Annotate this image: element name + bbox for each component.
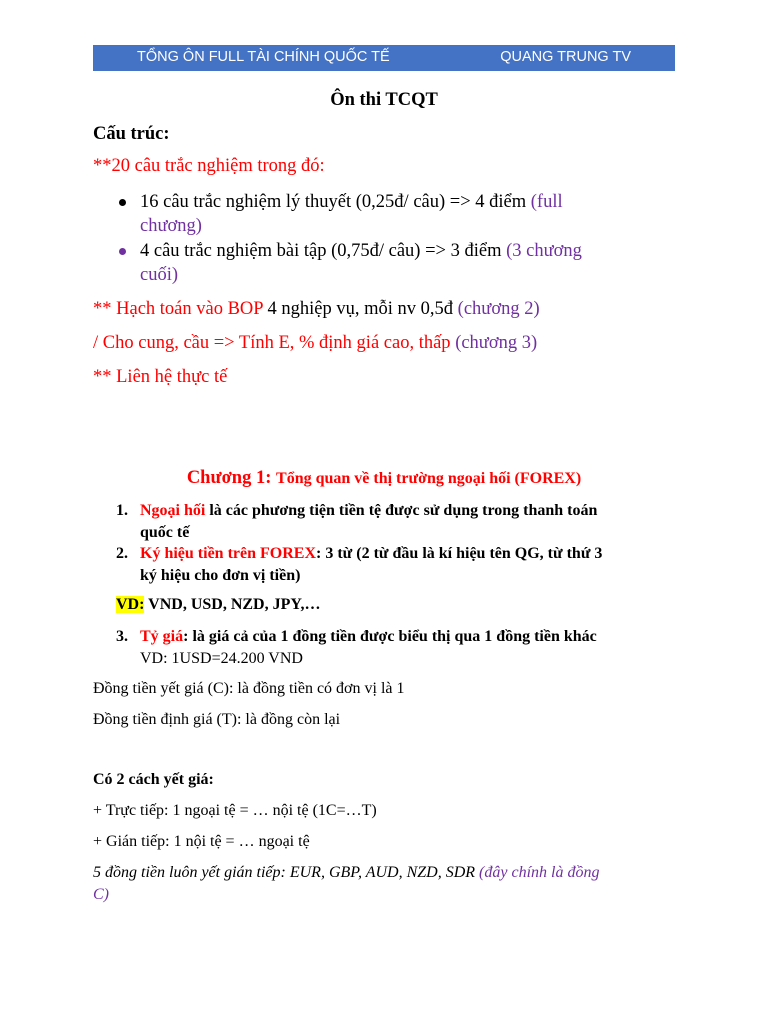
bullet-2-text: 4 câu trắc nghiệm bài tập (0,75đ/ câu) => 3 điểm — [140, 241, 507, 261]
quote-currency-line: Đồng tiền định giá (T): là đồng còn lại — [93, 711, 341, 728]
header-bar — [93, 45, 675, 71]
item-1-line1 — [140, 502, 597, 520]
bullet-1-text: 16 câu trắc nghiệm lý thuyết (0,25đ/ câu) => 4 điểm — [140, 192, 531, 212]
bullet-2-line2: cuối) — [140, 265, 179, 285]
chapter-title: Tổng quan về thị trường ngoại hối (FOREX) — [276, 470, 582, 487]
mcq-intro: **20 câu trắc nghiệm trong đó: — [93, 156, 325, 176]
indirect-quote-line: + Gián tiếp: 1 nội tệ = … ngoại tệ — [93, 833, 310, 850]
direct-quote-line: + Trực tiếp: 1 ngoại tệ = … nội tệ (1C=…T) — [93, 802, 377, 819]
bullet-2-line1 — [140, 241, 582, 262]
page-title: Ôn thi TCQT — [330, 90, 438, 110]
example-text: VND, USD, NZD, JPY,… — [144, 596, 321, 613]
item-1-term: Ngoại hối — [140, 502, 206, 519]
supply-red: / Cho cung, cầu => Tính E, % định giá cao, thấp — [93, 333, 456, 353]
bullet-dot — [119, 199, 126, 206]
item-2-line2: ký hiệu cho đơn vị tiền) — [140, 567, 301, 584]
five-currencies-note: (đây chính là đồng — [479, 864, 600, 881]
bop-red: ** Hạch toán vào BOP — [93, 299, 268, 319]
header-left: TỔNG ÔN FULL TÀI CHÍNH QUỐC TẾ — [137, 49, 390, 65]
bullet-1-line1 — [140, 192, 563, 213]
item-2-text: : 3 từ (2 từ đầu là kí hiệu tên QG, từ thứ 3 — [316, 545, 603, 562]
five-currencies-text: 5 đồng tiền luôn yết gián tiếp: EUR, GBP, AUD, NZD, SDR — [93, 864, 480, 881]
bop-purple: (chương 2) — [457, 299, 540, 319]
item-3-term: Tỷ giá — [140, 628, 184, 645]
item-3-example: VD: 1USD=24.200 VND — [140, 650, 303, 667]
item-3-text: : là giá cả của 1 đồng tiền được biểu thị qua 1 đồng tiền khác — [183, 628, 597, 645]
item-3-number: 3. — [116, 628, 128, 645]
header-right: QUANG TRUNG TV — [500, 49, 631, 65]
item-1-text: là các phương tiện tiền tệ được sử dụng trong thanh toán — [205, 502, 598, 519]
item-2-line1 — [140, 545, 602, 563]
item-3-line1 — [140, 628, 597, 646]
bop-line — [93, 299, 540, 320]
item-1-line2: quốc tế — [140, 524, 190, 541]
item-1-number: 1. — [116, 502, 128, 519]
five-currencies-line2: C) — [93, 886, 109, 903]
item-2-term: Ký hiệu tiền trên FOREX — [140, 545, 316, 562]
item-2-number: 2. — [116, 545, 128, 562]
bop-black: 4 nghiệp vụ, mỗi nv 0,5đ — [267, 299, 458, 319]
supply-line — [93, 333, 537, 354]
example-label: VD: — [116, 596, 145, 613]
example-line — [116, 596, 320, 614]
practice-line: ** Liên hệ thực tế — [93, 367, 228, 387]
chapter-label: Chương 1: — [186, 468, 277, 488]
chapter-heading — [0, 468, 768, 489]
structure-heading: Cấu trúc: — [93, 124, 170, 144]
supply-purple: (chương 3) — [455, 333, 538, 353]
bullet-dot — [119, 248, 126, 255]
five-currencies-line1 — [93, 864, 599, 882]
quote-methods-heading: Có 2 cách yết giá: — [93, 771, 214, 788]
bullet-1-note: (full — [530, 192, 563, 212]
bullet-2-note: (3 chương — [506, 241, 582, 261]
base-currency-line: Đồng tiền yết giá (C): là đồng tiền có đơn vị là 1 — [93, 680, 405, 697]
bullet-1-line2: chương) — [140, 216, 202, 236]
